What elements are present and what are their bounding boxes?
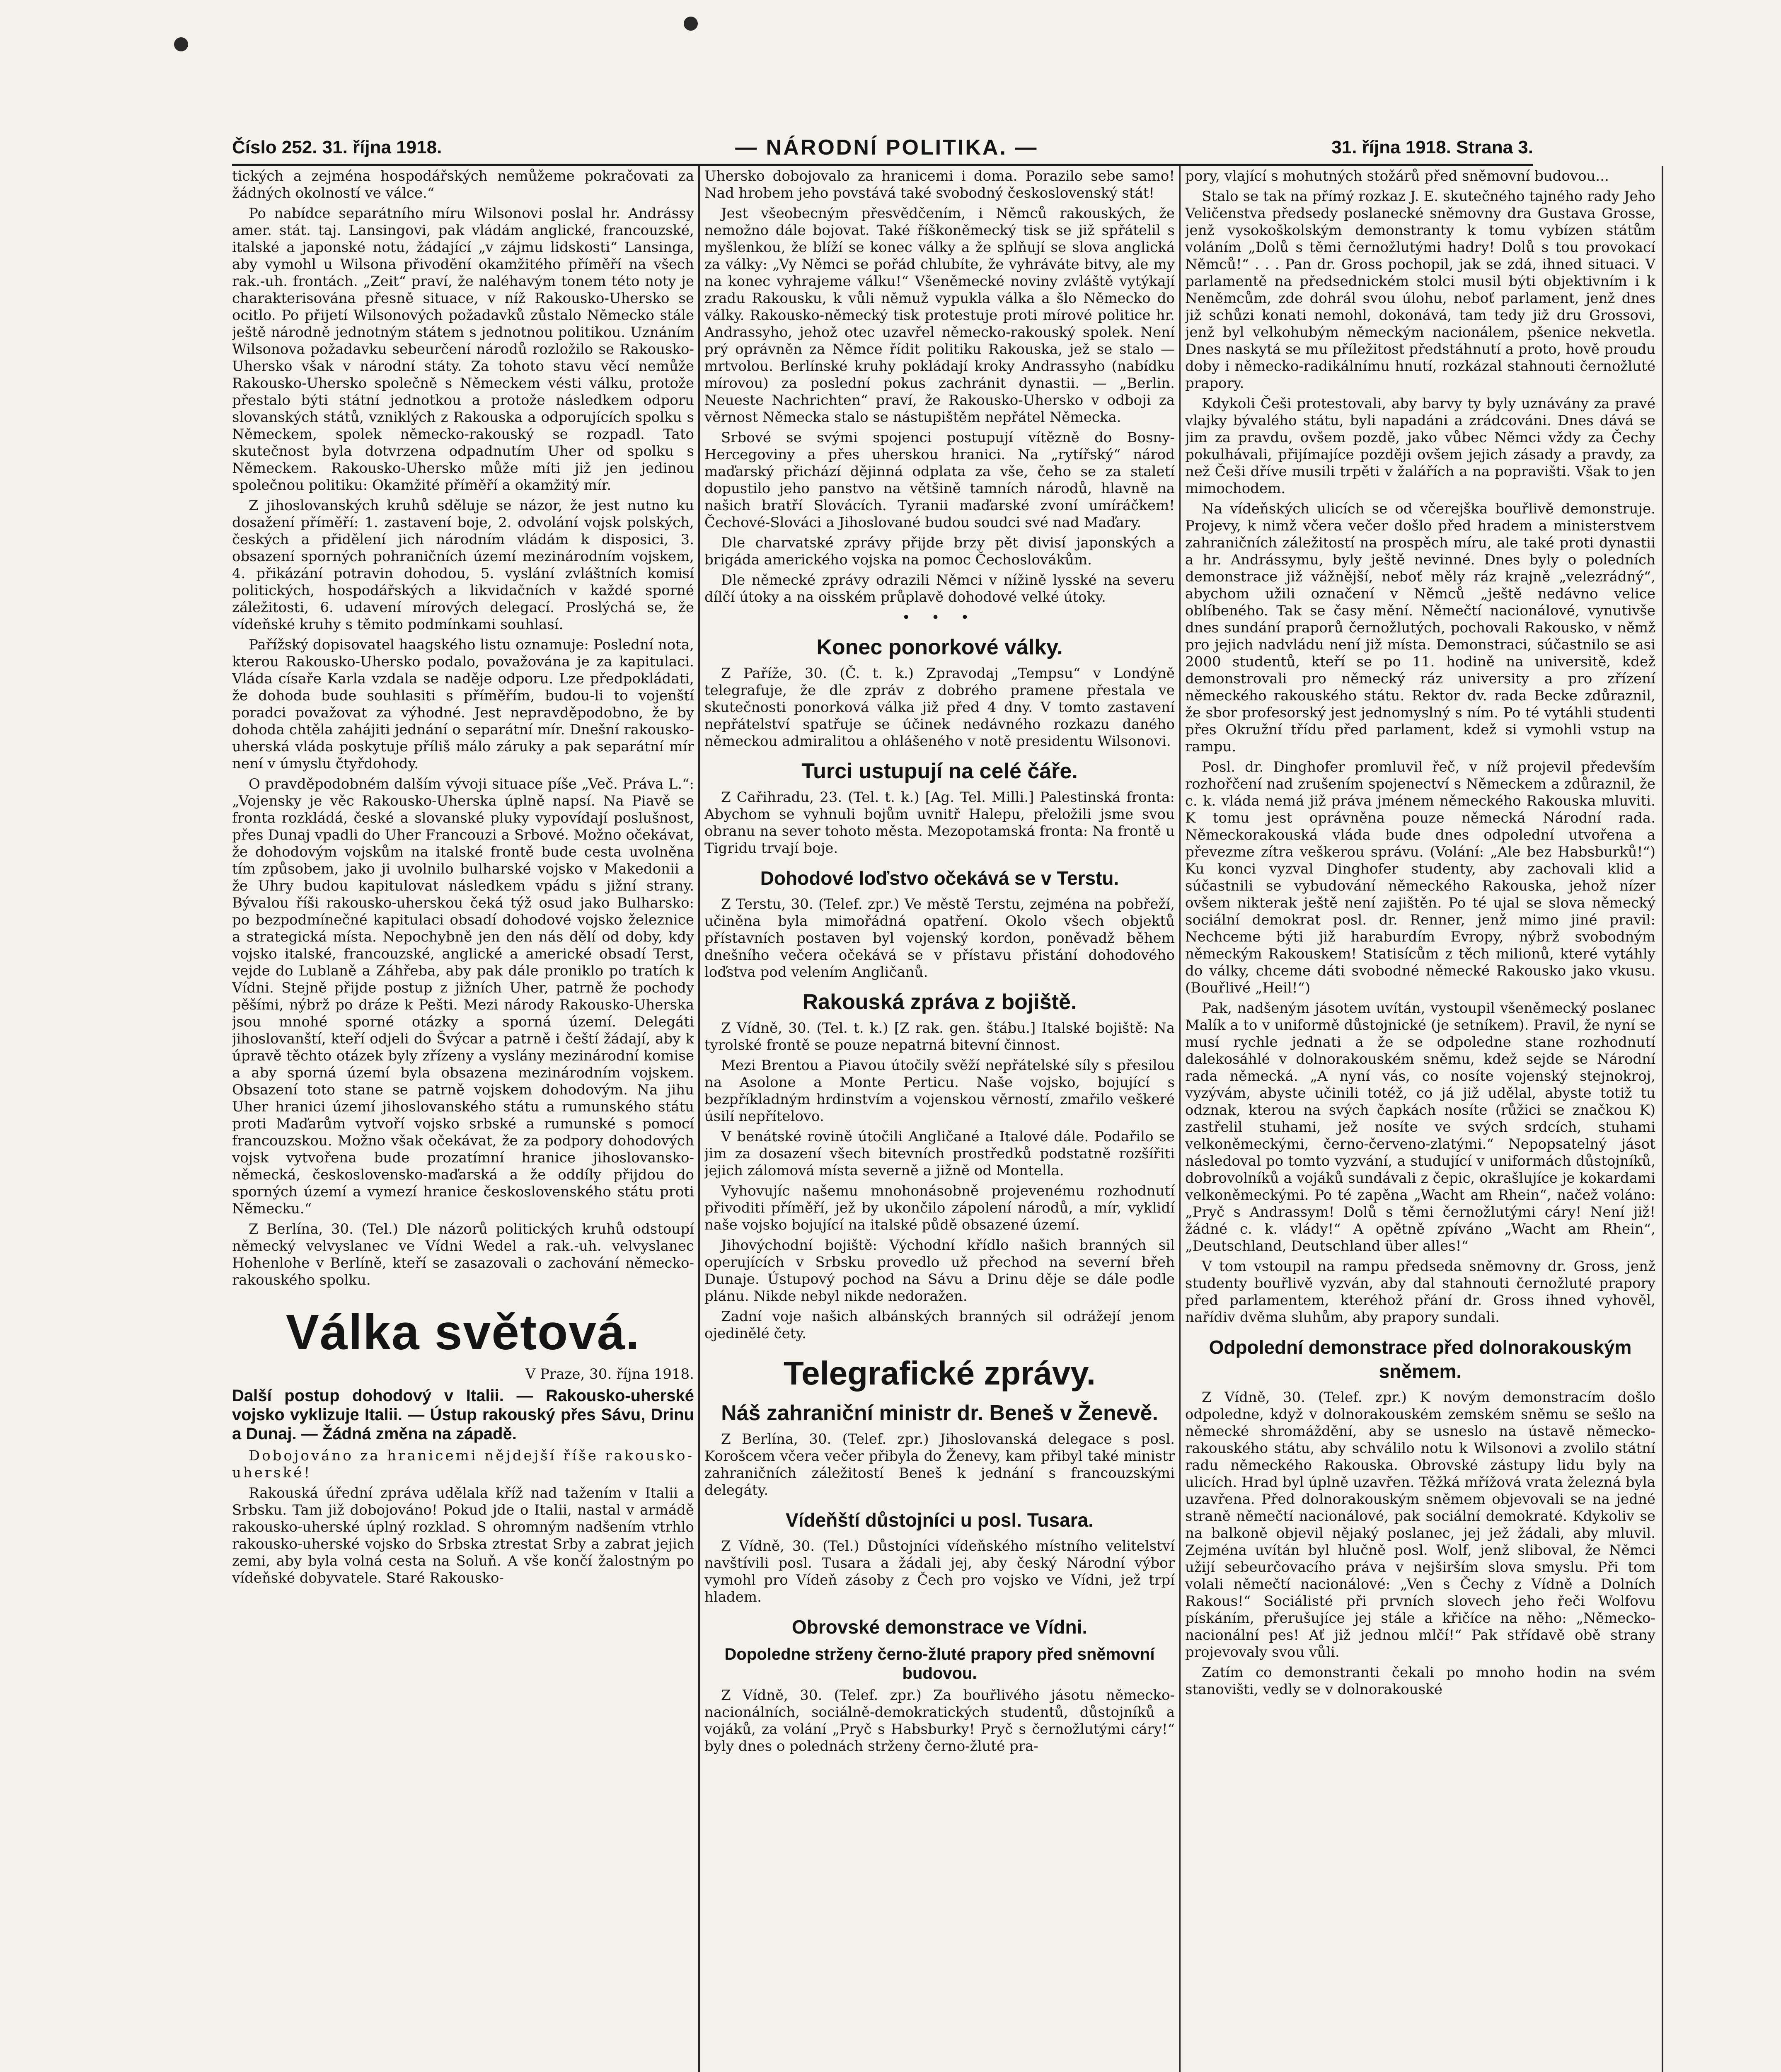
page-info: 31. října 1918. Strana 3. bbox=[1331, 137, 1533, 157]
paragraph: Na vídeňských ulicích se od včerejška bouřlivě demonstruje. Projevy, k nimž včera večer došlo před hradem a ministerstvem zahraničních záležitostí na prospěch míru, ale také proti dynastii a hr. Andrássymu, byly ještě nevinné. Dnes byly o poledních demonstrace již vážnější, neboť měly ráz krajně „velezrádný“, abychom užili označení v Němců „ještě nedávno velice oblíbeného. Tak se časy mění. Němečtí nacionálové, vynutivše dnes sundání praporů černožlutých, pochovali Rakousko, v němž pro jejich nadvládu není již místa. Demonstraci, súčastnilo se asi 2000 studentů, kteří se po 11. hodině na universitě, kdež demonstrovali pro německý ráz university a pro zřízení německého rakouského státu. Rektor dv. rada Becke zdůraznil, že sbor profesorský jest jednomyslný s ním. Po té vytáhli studenti přes Okružní třídu před parlament, kdež si vymohli vstup na rampu. bbox=[1185, 501, 1655, 755]
column-divider bbox=[698, 166, 700, 2072]
article-headline: Konec ponorkové války. bbox=[816, 635, 1063, 659]
paragraph: Stalo se tak na přímý rozkaz J. E. skutečného tajného rady Jeho Veličenstva předsedy poslanecké sněmovny dra Gustava Grosse, jenž vysokoškolským demonstranty k tomu vybízen státům voláním „Dolů s těmi černožlutými hadry! Dolů s tou provokací Němců!“ . . . Pan dr. Gross pochopil, jak se zdá, ihned situaci. V parlamentě na předsednickém stolci musil býti objektivním i k Neněmcům, zde dohrál svou úlohu, neboť parlament, jenž dnes již schůzi konati nemohl, dokonává, tam tedy již dru Grossovi, jenž byl velkohubým německým nacionálem, pšenice nekvetla. Dnes naskytá se mu příležitost předstáhnutí a proto, hově proudu doby i německo-radikálnímu hnutí, rozkázal stahnouti černožluté prapory. bbox=[1185, 188, 1655, 392]
paragraph: Posl. dr. Dinghofer promluvil řeč, v níž projevil především rozhořčení nad zrušením spojenectví s Německem a zdůraznil, že c. k. vláda nemá již práva jménem německého Rakouska mluviti. K tomu jest oprávněna pouze německá Národní rada. Německorakouská vláda bude dnes odpolední utvořena a převezme zítra veškerou správu. (Volání: „Ale bez Habsburků!“) Ku konci vyzval Dinghofer studenty, aby zachovali klid a súčastnili se vybudování německého Rakouska, jehož nízer ovšem nikterak ještě není zajištěn. Po té ujal se slova německý sociální demokrat posl. dr. Renner, jenž mimo jiné pravil: Nechceme býti již haraburdím Evropy, nýbrž svobodným německým Rakouskem! Statisícům z těch milionů, které vytáhly do války, chceme dáti svobodné německé Rakousko jako vkusu. (Bouřlivé „Heil!“) bbox=[1185, 759, 1655, 996]
section-title: Telegrafické zprávy. bbox=[784, 1355, 1096, 1392]
paragraph: Rakouská úřední zpráva udělala kříž nad tažením v Italii a Srbsku. Tam již dobojováno! Pokud jde o Italii, nastal v armádě rakousko-uherské úplný rozklad. S ohromným nadšením vtrhlo rakousko-uherské vojsko do Srbska ztrestat Srby a zabrat jejich zemi, aby byla volná cesta na Soluň. A vše končí žalostným po vídeňské dobyvatele. Staré Rakousko- bbox=[232, 1485, 694, 1586]
paragraph: Z Paříže, 30. (Č. t. k.) Zpravodaj „Tempsu“ v Londýně telegrafuje, že dle zpráv z dobrého pramene přestala ve skutečnosti ponorková válka již před 4 dny. V tomto zastavení nepřátelství spatřuje se účinek nedávného rozkazu daného německou admiralitou a ohlášeného v notě presidentu Wilsonovi. bbox=[704, 665, 1175, 750]
column-divider bbox=[1179, 166, 1181, 2072]
separator-stars: • • • bbox=[902, 609, 978, 626]
paragraph: tických a zejména hospodářských nemůžeme pokračovati za žádných okolností ve válce.“ bbox=[232, 168, 694, 201]
paragraph: Dle německé zprávy odrazili Němci v nížině lysské na severu dílčí útoky a na oisském průplavě dohodové velké útoky. bbox=[704, 572, 1175, 605]
paragraph: Jest všeobecným přesvědčením, i Němců rakouských, že nemožno dále bojovat. Také říškoněmecký tisk se již spřátelil s myšlenkou, že blíží se konec války a že splňují se slova anglická za války: „Vy Němci se pořád chlubíte, že vyhráváte bitvy, ale my na konec vyhrajeme válku!“ Všeněmecké noviny zvláště vytýkají zradu Rakousku, k vůli němuž vypukla válka a šlo Německo do války. Rakousko-německý tisk protestuje proti mírové politice hr. Andrassyho, jehož otec uzavřel německo-rakouský spolek. Není prý oprávněn za Němce řídit politiku Rakouska, jež se stalo — mrtvolou. Berlínské kruhy pokládají kroky Andrassyho (nabídku mírovou) za poslední pokus zachránit dynastii. — „Berlin. Neueste Nachrichten“ praví, že Rakousko-Uhersko v odboji za věrnost Německa stalo se nástupištěm nepřátel Německa. bbox=[704, 205, 1175, 426]
subheadline: Dopoledne strženy černo-žluté prapory před sněmovní budovou. bbox=[724, 1645, 1155, 1682]
dateline: V Praze, 30. října 1918. bbox=[525, 1366, 694, 1382]
paragraph: Z jihoslovanských kruhů sděluje se názor, že jest nutno ku dosažení příměří: 1. zastavení boje, 2. odvolání vojsk polských, českých a přidělení jich národním vládám k disposici, 3. obsazení sporných pohraničních území mezinárodním vojskem, 4. přikázání potravin dohodou, 5. vyslání zvláštních komisí politických, hospodářských a likvidačních v každé sporné záležitosti, 6. udavení mírových delegací. Proslýchá se, že vídeňské kruhy s těmito podmínkami souhlasí. bbox=[232, 497, 694, 633]
newspaper-title: — NÁRODNÍ POLITIKA. — bbox=[735, 136, 1038, 160]
paragraph: O pravděpodobném dalším vývoji situace píše „Več. Práva L.“: „Vojensky je věc Rakousko-Uherska úplně napsí. Na Piavě se fronta rozkládá, české a slovanské pluky vypovídají poslušnost, přes Dunaj vpadli do Uher Francouzi a Srbové. Možno očekávat, že dohodovým vojskům na italské frontě bude cesta uvolněna tím způsobem, jako ji uvolnilo bulharské vojsko v Makedonii a že Uhry budou kapitulovat následkem vpádu s jižní strany. Bývalou říši rakousko-uherskou čeká týž osud jako Bulharsko: po bezpodmínečné kapitulaci obsadí dohodové vojsko železnice a strategická místa. Nepochybně jen den nás dělí od doby, kdy vojsko italské, francouzské, anglické a americké obsadí Terst, vejde do Lublaně a Záhřeba, aby pak dále proniklo po tratích k Vídni. Stejně přijde postup z jižních Uher, patrně že pochody pěšími, nýbrž po dráze k Pešti. Mezi národy Rakousko-Uherska jsou mnohé sporné otázky a sporná území. Delegáti jihoslovanští, kteří odjeli do Švýcar a patrně i čeští žádají, aby k úpravě těchto otázek byly zřízeny a vyslány mezinárodní komise a aby sporná území byla obsazena mezinárodním vojskem. Obsazení toto stane se patrně vojskem dohodovým. Na jihu Uher hranici území jihoslovanského státu a rumunského státu proti Maďarům vytvoří vojsko srbské a rumunské s pomocí francouzskou. Možno však očekávat, že za podpory dohodových vojsk vytvořena bude prozatímní hranice jihoslovansko-německá, československo-maďarská a že oddíly přijdou do sporných území a vymezí hranice československého státu proti Německu.“ bbox=[232, 776, 694, 1217]
paragraph: Uhersko dobojovalo za hranicemi i doma. Porazilo sebe samo! Nad hrobem jeho povstává také svobodný československý stát! bbox=[704, 168, 1175, 201]
masthead-rule bbox=[232, 164, 1533, 166]
article-headline: Obrovské demonstrace ve Vídni. bbox=[791, 1616, 1088, 1638]
paragraph: Pařížský dopisovatel haagského listu oznamuje: Poslední nota, kterou Rakousko-Uhersko podalo, považována je za kapitulaci. Vláda císaře Karla vzdala se naděje odporu. Lze předpokládati, že dohoda bude souhlasiti s příměřím, budou-li to vojenští poradci považovat za výhodné. Jest nepravděpodobno, že by dohoda chtěla zahájiti jednání o separátní mír. Dnešní rakousko-uherská vláda poskytuje příliš málo záruky a pak separátní mír není v úmyslu čtyřdohody. bbox=[232, 637, 694, 772]
paragraph: Z Vídně, 30. (Telef. zpr.) Za bouřlivého jásotu německo-nacionálních, sociálně-demokratických studentů, důstojníků a vojáků, za volání „Pryč s Habsburky! Pryč s černožlutými cáry!“ byly dnes o polednách strženy černo-žluté pra- bbox=[704, 1687, 1175, 1755]
paragraph: Srbové se svými spojenci postupují vítězně do Bosny-Hercegoviny a přes uherskou hranici. Na „rytířský“ národ maďarský přichází dějinná odplata za vše, čeho se za staletí dopustilo jeho panstvo na většině tamních národů, hlavně na našich bratří Slovácích. Tyranii maďarské zvoní umíráčkem! Čechové-Slováci a Jihoslované budou soudci své nad Maďary. bbox=[704, 429, 1175, 531]
paragraph: Po nabídce separátního míru Wilsonovi poslal hr. Andrássy amer. stát. taj. Lansingovi, pak vládám anglické, francouzské, italské a japonské notu, žádající „v zájmu lidskosti“ Lansinga, aby vymohl u Wilsona přivodění okamžitého příměří na všech rak.-uh. frontách. „Zeit“ praví, že naléhavým tonem této noty je charakterisována přesně situace, v níž Rakousko-Uhersko se ocitlo. Po přijetí Wilsonových požadavků zůstalo Německo stále ještě národně jednotným státem s jednotnou politikou. Uznáním Wilsonova požadavku sebeurčení národů rozložilo se Rakousko-Uhersko však v národní státy. Za tohoto stavu věcí nemůže Rakousko-Uhersko společně s Německem vésti válku, protože přestalo býti státní jednotkou a protože následkem odporu slovanských států, vzniklých z Rakouska a odporujících spolku s Německem, spolek německo-rakouský se rozpadl. Tato skutečnost byla dotvrzena odpadnutím Uher od spolku s Německem. Rakousko-Uhersko může míti již jen jedinou společnou politiku: Okamžité příměří a okamžitý mír. bbox=[232, 205, 694, 494]
paragraph: Vyhovujíc našemu mnohonásobně projevenému rozhodnutí přivoditi příměří, jež by ukončilo zápolení národů, a mír, vyklidí naše vojsko bojující na italské půdě obsazené území. bbox=[704, 1183, 1175, 1233]
article-headline: Rakouská zpráva z bojiště. bbox=[802, 990, 1077, 1014]
paragraph: Z Terstu, 30. (Telef. zpr.) Ve městě Terstu, zejména na pobřeží, učiněna byla mimořádná opatření. Okolo všech objektů přístavních postaven byl vojenský kordon, poněvadž během dnešního večera očekává se v přístavu přistání dohodového loďstva pod velením Angličanů. bbox=[704, 896, 1175, 980]
section-title: Válka světová. bbox=[286, 1305, 641, 1360]
subheadline: Další postup dohodový v Italii. — Rakousko-uherské vojsko vyklizuje Italii. — Ústup rakouský přes Sávu, Drinu a Dunaj. — Žádná změna na západě. bbox=[232, 1387, 694, 1443]
paragraph: V benátské rovině útočili Angličané a Italové dále. Podařilo se jim za dosazení všech bitevních prostředků podstatně rozšířiti jejich zálomová místa severně a jižně od Montella. bbox=[704, 1128, 1175, 1179]
paragraph: Zatím co demonstranti čekali po mnoho hodin na svém stanovišti, vedly se v dolnorakouské bbox=[1185, 1664, 1655, 1698]
article-headline: Dohodové loďstvo očekává se v Terstu. bbox=[760, 867, 1119, 889]
page-punch-hole bbox=[684, 17, 698, 31]
paragraph: Kdykoli Češi protestovali, aby barvy ty byly uznávány za pravé vlajky bývalého státu, byli napadáni a zrádcováni. Dnes dává se jim za pravdu, ovšem pozdě, jako vůbec Němci vždy za Čechy pokulhávali, přijímajíce později ovšem jejich zásady a pravdy, za než Češi dříve musili trpěti v žalářích a na popravišti. Však to jen mimochodem. bbox=[1185, 395, 1655, 497]
paragraph: Z Cařihradu, 23. (Tel. t. k.) [Ag. Tel. Milli.] Palestinská fronta: Abychom se vyhnuli bojům uvnitř Halepu, přeložili jsme svou obranu na sever tohoto města. Mezopotamská fronta: Na frontě u Tigridu trvají boje. bbox=[704, 789, 1175, 857]
paragraph: Dobojováno za hranicemi nějdejší říše rakousko-uherské! bbox=[232, 1447, 694, 1481]
paragraph: V tom vstoupil na rampu předseda sněmovny dr. Gross, jenž studenty bouřlivě vyzván, aby dal stahnouti černožluté prapory před parlamentem, kteréhož přání dr. Gross ihned vyhověl, nařídiv dvěma sluhům, aby prapory sundali. bbox=[1185, 1258, 1655, 1326]
paragraph: Z Vídně, 30. (Tel.) Důstojníci vídeňského místního velitelství navštívili posl. Tusara a žádali jej, aby český Národní výbor vymohl pro Vídeň zásoby z Čech pro vojsko ve Vídni, jež trpí hladem. bbox=[704, 1538, 1175, 1605]
article-headline: Náš zahraniční ministr dr. Beneš v Ženevě. bbox=[721, 1401, 1158, 1425]
column-3 bbox=[1185, 168, 1655, 2072]
article-headline: Turci ustupují na celé čáře. bbox=[801, 759, 1078, 783]
paragraph: Pak, nadšeným jásotem uvítán, vystoupil všeněmecký poslanec Malík a to v uniformě důstojnické (je setníkem). Pravil, že nyní se musí rychle jednati a že se odpoledne stane rozhodnutí dalekosáhlé v dolnorakouském sněmu, kdež sejde se Národní rada německá. „A nyní vás, co nosíte vojenský stejnokroj, vyzývám, abyste učinili totéž, co já již udělal, abyste totiž tu odznak, kterou na svých čapkách nosíte (růžici se značkou K) zastřelil stuhami, jež nosíte ve svých srdcích, stuhami velkoněmeckými, černo-červeno-zlatými.“ Nepopsatelný jásot následoval po tomto vyzvání, a studující v uniformách důstojníků, dobrovolníků a vojáků sundávali z čepic, okrašlujíce je kokardami velkoněmeckými. Po té zapěna „Wacht am Rhein“, načež voláno: „Pryč s Andrassym! Dolů s těmi černožlutými cáry! Není již! žádné c. k. vlády!“ A opětně zpíváno „Wacht am Rhein“, „Deutschland, Deutschland über alles!“ bbox=[1185, 1000, 1655, 1254]
paragraph: Z Berlína, 30. (Tel.) Dle názorů politických kruhů odstoupí německý velvyslanec ve Vídni Wedel a rak.-uh. velvyslanec Hohenlohe v Berlíně, kteří se zasazovali o zachování německo-rakouského spolku. bbox=[232, 1221, 694, 1288]
issue-info: Číslo 252. 31. října 1918. bbox=[232, 137, 442, 157]
paragraph: Zadní voje našich albánských branných sil odrážejí jenom ojedinělé čety. bbox=[704, 1308, 1175, 1342]
paragraph: Z Vídně, 30. (Telef. zpr.) K novým demonstracím došlo odpoledne, když v dolnorakouském zemském sněmu se sešlo na německé shromáždění, aby se usneslo na ústavě německo-rakouského státu, aby schválilo notu k Wilsonovi a zvolilo státní radu německého Rakouska. Obrovské zástupy lidu byly na ulicích. Hrad byl úplně uzavřen. Těžká mřížová vrata železná byla uzavřena. Před dolnorakouským sněmem objevovali se na jedné straně němečtí nacionálové, pak sociální demokraté. Kdykoliv se na balkoně objevil nějaký poslanec, jej jež žádali, aby mluvil. Zejména uvítán byl hlučně posl. Wolf, jenž sliboval, že Němci užijí sebeurčovacího práva v nejširším slova smyslu. Při tom volali němečtí nacionálové: „Ven s Čechy z Vídně a Dolních Rakous!“ Sociálisté při prvních slovech jeho řeči Wolfovu pískáním, přerušujíce jej stále a křičíce na něho: „Německo-nacionální pes! Ať již jednou mlčí!“ Pak střídavě obě strany projevovaly svou vůli. bbox=[1185, 1389, 1655, 1661]
paragraph: Dle charvatské zprávy přijde brzy pět divisí japonských a brigáda amerického vojska na pomoc Čechoslovákům. bbox=[704, 535, 1175, 568]
paragraph: pory, vlající s mohutných stožárů před sněmovní budovou... bbox=[1185, 168, 1609, 184]
paragraph: Jihovýchodní bojiště: Východní křídlo našich branných sil operujících v Srbsku provedlo už přechod na severní břeh Dunaje. Ústupový pochod na Sávu a Drinu děje se dále podle plánu. Nikde nebyl nikde nedoražen. bbox=[704, 1237, 1175, 1305]
column-2 bbox=[704, 168, 1175, 2072]
paragraph: Z Berlína, 30. (Telef. zpr.) Jihoslovanská delegace s posl. Korošcem včera večer přibyla do Ženevy, kam přibyl také ministr zahraničních záležitostí Beneš k jednání s francouzskými delegáty. bbox=[704, 1431, 1175, 1498]
masthead bbox=[232, 133, 1533, 162]
column-divider bbox=[1662, 166, 1663, 2072]
article-headline: Odpolední demonstrace před dolnorakouským sněmem. bbox=[1209, 1336, 1632, 1382]
paragraph: Mezi Brentou a Piavou útočily svěží nepřátelské síly s přesilou na Asolone a Monte Perticu. Naše vojsko, bojující s bezpříkladným hrdinstvím a vojenskou věrností, zmařilo veškeré úsilí nepřítelovo. bbox=[704, 1057, 1175, 1125]
paragraph: Z Vídně, 30. (Tel. t. k.) [Z rak. gen. štábu.] Italské bojiště: Na tyrolské frontě se pouze nepatrná bitevní činnost. bbox=[704, 1020, 1175, 1053]
column-1 bbox=[232, 168, 694, 2072]
article-headline: Vídeňští důstojníci u posl. Tusara. bbox=[786, 1509, 1094, 1531]
page-punch-hole bbox=[174, 37, 188, 51]
